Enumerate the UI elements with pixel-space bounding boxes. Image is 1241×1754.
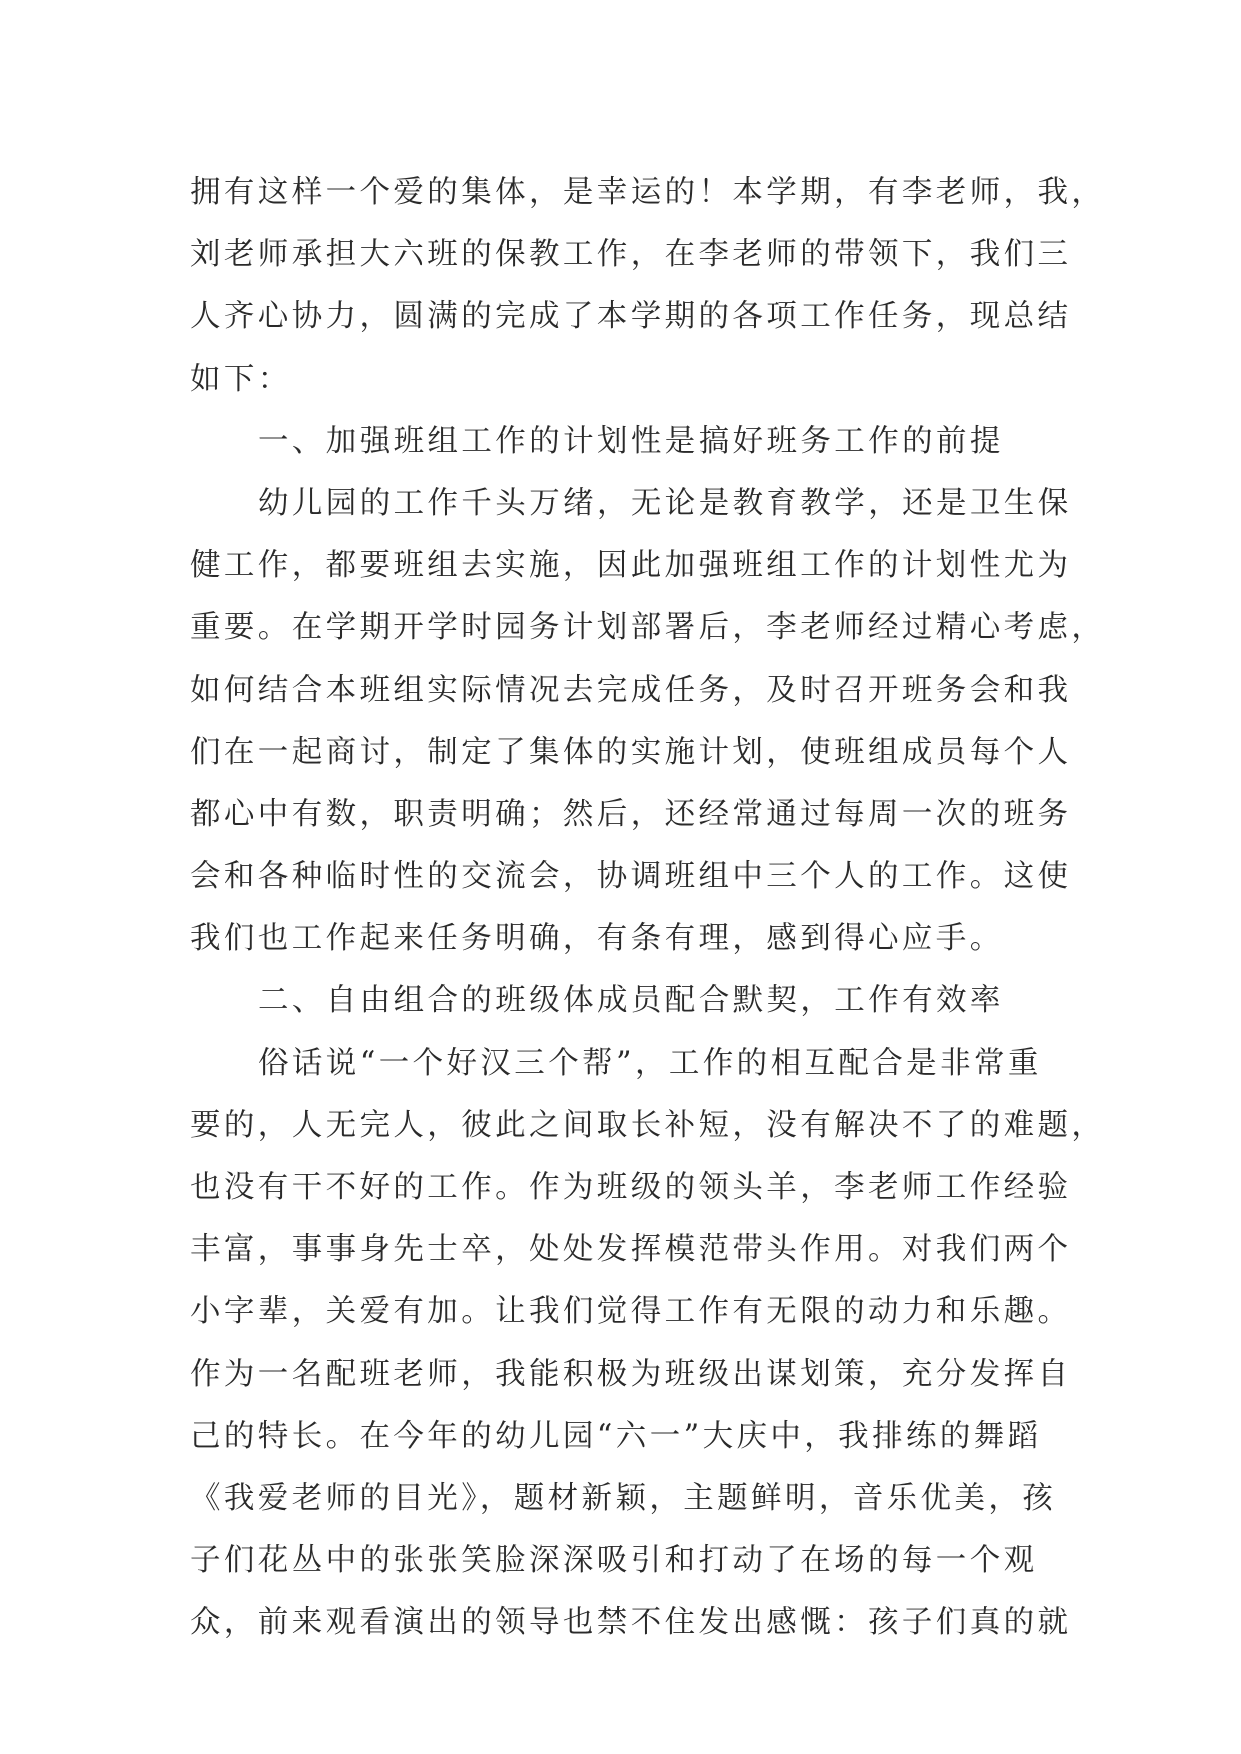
text-line: 如何结合本班组实际情况去完成任务，及时召开班务会和我: [190, 672, 1072, 708]
text-line: 如下：: [190, 361, 292, 397]
text-line: 重要。在学期开学时园务计划部署后，李老师经过精心考虑，: [190, 610, 1106, 646]
text-line: 作为一名配班老师，我能积极为班级出谋划策，充分发挥自: [190, 1356, 1072, 1392]
text-line: 我们也工作起来任务明确，有条有理，感到得心应手。: [190, 921, 1004, 957]
text-line: 们在一起商讨，制定了集体的实施计划，使班组成员每个人: [190, 734, 1072, 770]
text-line: 幼儿园的工作千头万绪，无论是教育教学，还是卫生保: [258, 485, 1072, 521]
section-heading-1: 一、加强班组工作的计划性是搞好班务工作的前提: [258, 423, 1004, 459]
text-line: 人齐心协力，圆满的完成了本学期的各项工作任务，现总结: [190, 299, 1072, 335]
text-line: 都心中有数，职责明确；然后，还经常通过每周一次的班务: [190, 796, 1072, 832]
text-line: 丰富，事事身先士卒，处处发挥模范带头作用。对我们两个: [190, 1232, 1072, 1268]
text-line: 要的，人无完人，彼此之间取长补短，没有解决不了的难题，: [190, 1107, 1106, 1143]
text-line: 己的特长。在今年的幼儿园“六一”大庆中，我排练的舞蹈: [190, 1418, 1042, 1454]
text-line: 健工作，都要班组去实施，因此加强班组工作的计划性尤为: [190, 548, 1072, 584]
text-line: 刘老师承担大六班的保教工作，在李老师的带领下，我们三: [190, 237, 1072, 273]
text-line: 俗话说“一个好汉三个帮”，工作的相互配合是非常重: [258, 1045, 1042, 1081]
text-line: 也没有干不好的工作。作为班级的领头羊，李老师工作经验: [190, 1170, 1072, 1205]
text-line: 拥有这样一个爱的集体，是幸运的！本学期，有李老师，我，: [190, 175, 1106, 210]
text-line: 众，前来观看演出的领导也禁不住发出感慨：孩子们真的就: [190, 1605, 1072, 1641]
body-text: [190, 162, 1106, 1655]
section-heading-2: 二、自由组合的班级体成员配合默契，工作有效率: [258, 983, 1004, 1019]
text-line: 子们花丛中的张张笑脸深深吸引和打动了在场的每一个观: [190, 1543, 1038, 1579]
text-line: 小字辈，关爱有加。让我们觉得工作有无限的动力和乐趣。: [190, 1294, 1072, 1330]
text-line: 会和各种临时性的交流会，协调班组中三个人的工作。这使: [190, 859, 1072, 895]
text-line: 《我爱老师的目光》，题材新颖，主题鲜明，音乐优美，孩: [190, 1480, 1057, 1516]
